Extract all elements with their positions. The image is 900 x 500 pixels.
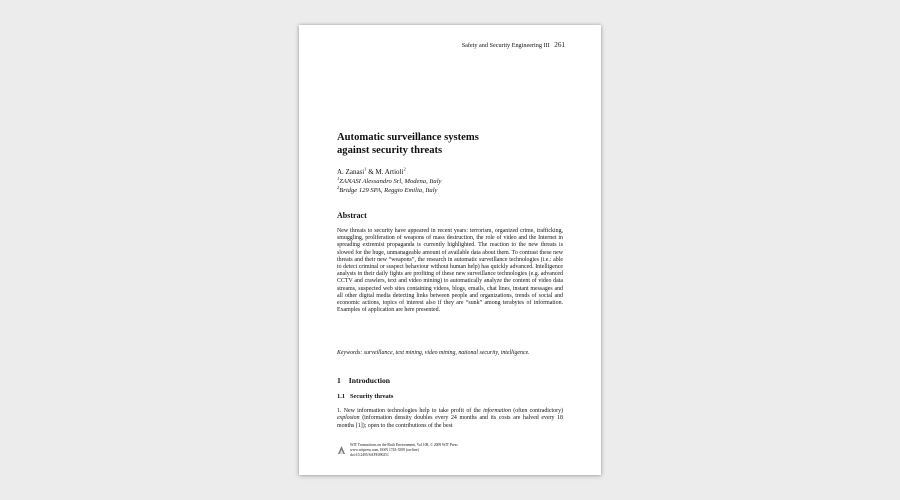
author-1-sup: 1 (364, 166, 367, 172)
subsection-number: 1.1 (337, 393, 345, 400)
intro-text-1: 1. New information technologies help to take profit of the (337, 408, 484, 414)
subsection-title: Security threats (350, 393, 394, 400)
affiliation-2 (337, 186, 567, 195)
footer-lines (350, 443, 565, 458)
document-page (299, 25, 601, 475)
running-head (462, 41, 565, 49)
page-footer (337, 443, 567, 467)
footer-line-1: WIT Transactions on the Built Environment, Vol 108, © 2009 WIT Press (350, 443, 458, 447)
affiliation-1-sup: 1 (337, 175, 340, 181)
page-number: 261 (554, 41, 565, 49)
paper-title (337, 131, 567, 157)
author-names (337, 168, 567, 177)
intro-text-3: (information density doubles every 24 months and its costs are halved every 18 months [1]); open to the contributions of the best (337, 415, 563, 429)
section-heading-introduction (337, 376, 390, 385)
keywords: Keywords: surveillance, text mining, video mining, national security, intelligence. (337, 350, 530, 356)
affiliation-2-sup: 2 (337, 184, 340, 190)
author-block (337, 168, 567, 195)
abstract-heading: Abstract (337, 211, 367, 220)
introduction-paragraph (337, 408, 563, 430)
author-2: M. Artioli (375, 168, 404, 176)
title-line-2: against security threats (337, 145, 443, 156)
journal-name: Safety and Security Engineering III (461, 42, 550, 49)
author-2-sup: 2 (403, 166, 406, 172)
abstract-body: New threats to security have appeared in recent years: terrorism, organized crime, trafficking, smuggling, proliferation of weapons of mass destruction, the role of video and the Internet in spreading extremist propaganda is currently highlighted. The reaction to the new threats is slowed for the huge, unmanageable amount of available data about them. To contrast these new threats and their new “weapons”, the research in automatic surveillance technologies (i.e.: able to detect criminal or suspect behaviour without human help) has quickly advanced. Intelligence analysts in their daily fights are profiting of these new surveillance technologies (e.g. advanced CCTV and crawlers, text and video mining) to automatically analyze the content of video data streams, suspected web sites containing videos, blogs, emails, chat lines, instant messages and all other digital media detecting links between people and organizations, trends of social and economic actions, topics of interest also if they are “sunk” among terabytes of information. Examples of application are here presented. (337, 228, 563, 314)
intro-text-2: (often contradictory) (510, 408, 563, 414)
affiliation-1-text: ZANASI Alessandro Srl, Modena, Italy (339, 178, 442, 185)
footer-line-3: doi:10.2495/SAFE090251 (350, 453, 389, 457)
author-joiner: & (366, 168, 376, 176)
section-title: Introduction (348, 376, 391, 385)
subsection-heading (337, 393, 393, 400)
footer-line-2: www.witpress.com, ISSN 1743-3509 (on-line) (350, 448, 419, 452)
publisher-logo-icon (337, 445, 346, 455)
title-line-1: Automatic surveillance systems (337, 132, 479, 143)
intro-italic-1: information (483, 408, 511, 414)
affiliation-2-text: Bridge 129 SPA, Reggio Emilia, Italy (339, 187, 438, 194)
intro-italic-2: explosion (337, 415, 360, 422)
section-number: 1 (337, 376, 341, 385)
author-1: A. Zanasi (337, 168, 365, 176)
affiliation-1 (337, 177, 567, 186)
